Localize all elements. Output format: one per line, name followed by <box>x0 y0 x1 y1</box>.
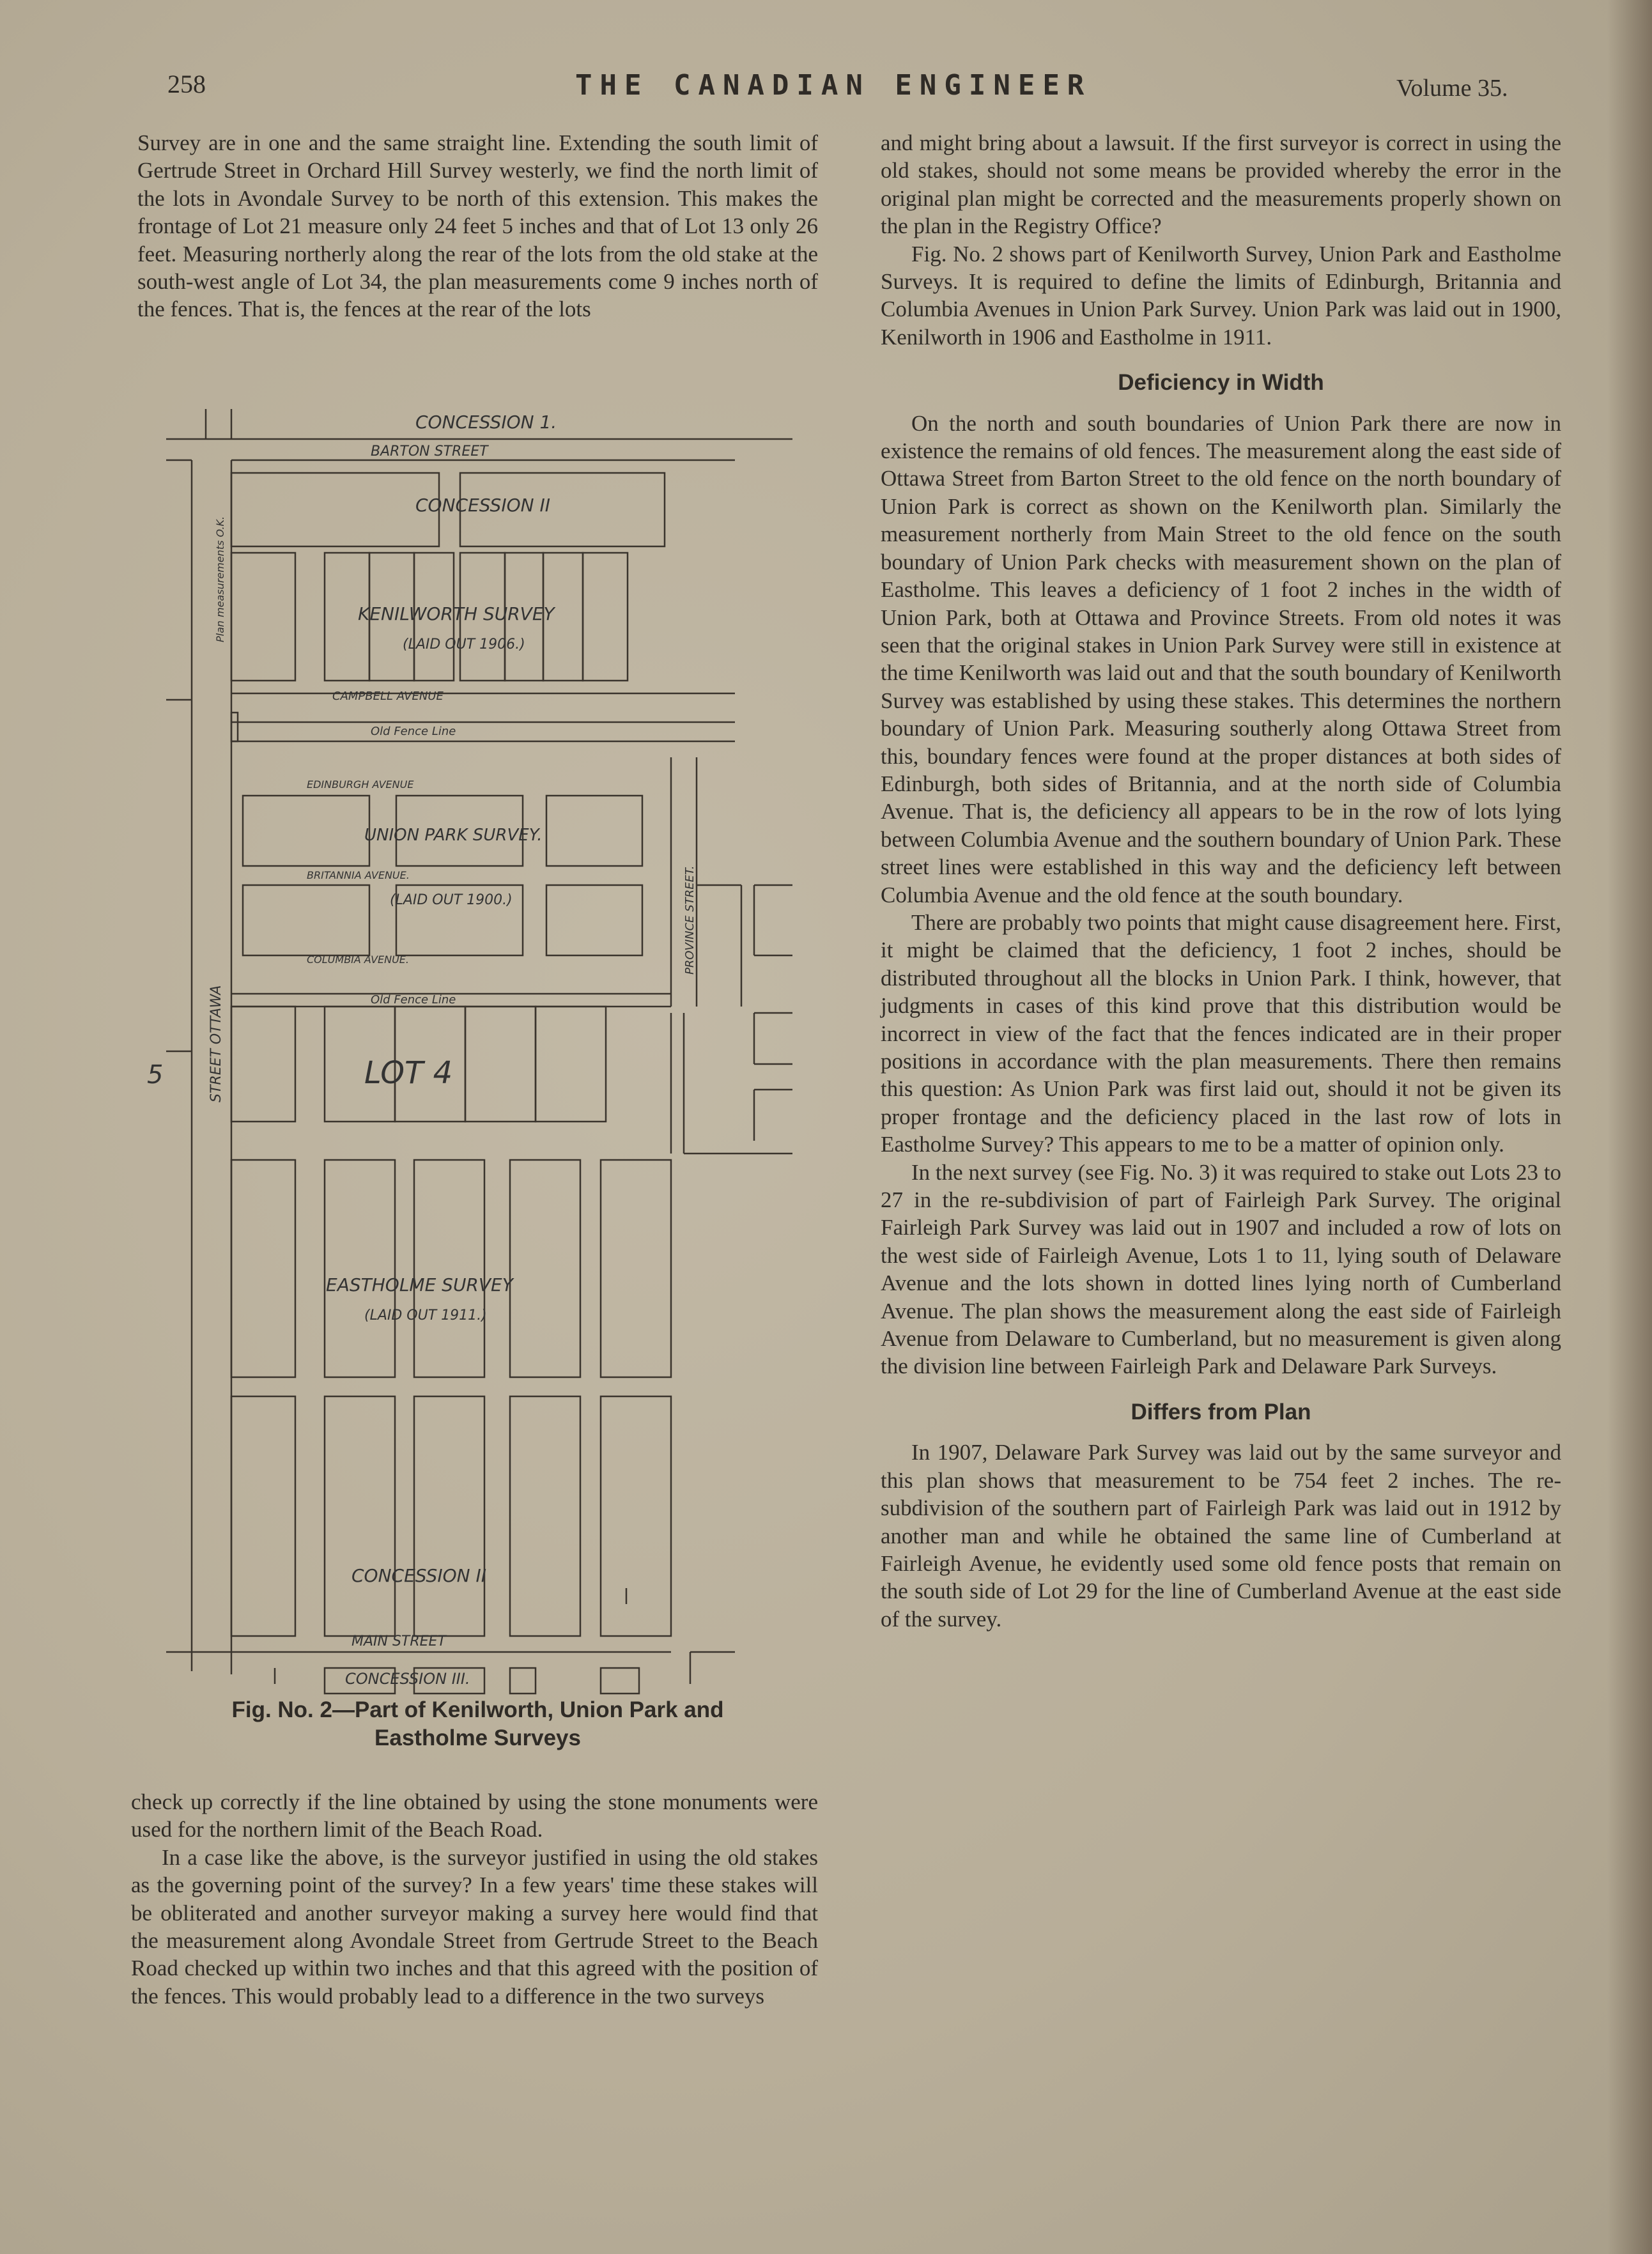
old-fence-line-top-label: Old Fence Line <box>371 725 456 738</box>
columbia-avenue-label: COLUMBIA AVENUE. <box>307 953 409 966</box>
plan-measurements-label: Plan measurements O.K. <box>214 516 226 642</box>
section-heading: Differs from Plan <box>1131 1399 1311 1424</box>
survey-plan-drawing <box>147 399 799 1688</box>
journal-title: THE CANADIAN ENGINEER <box>575 69 1092 102</box>
province-street-label: PROVINCE STREET. <box>683 865 697 975</box>
kenilworth-laid-label: (LAID OUT 1906.) <box>403 637 525 652</box>
paragraph: In the next survey (see Fig. No. 3) it was required to stake out Lots 23 to 27 in the re-subdivision of part of Fairleigh Park Survey. The original Fairleigh Park Survey was laid out in 1907 and included a row of lots on the west side of Fairleigh Avenue, Lots 1 to 11, lying south of Delaware Avenue and the lots shown in dotted lines lying north of Cumberland Avenue. The plan shows the measurement along the east side of Fairleigh Avenue from Delaware to Cumberland, but no measurement is given along the division line between Fairleigh Park and Delaware Park Surveys. <box>881 1159 1561 1379</box>
main-street-label: MAIN STREET <box>351 1633 446 1649</box>
paragraph: Survey are in one and the same straight line. Extending the south limit of Gertrude Street in Orchard Hill Survey westerly, we find the north limit of the lots in Avondale Survey to be north of this extension. This makes the frontage of Lot 21 measure only 24 feet 5 inches and that of Lot 13 only 26 feet. Measuring northerly along the rear of the lots from the old stake at the south-west angle of Lot 34, the plan measurements come 9 inches north of the fences. That is, the fences at the rear of the lots <box>137 130 818 322</box>
right-column <box>881 129 1561 1633</box>
paragraph: and might bring about a lawsuit. If the first surveyor is correct in using the old stakes, should not some means be provided whereby the error in the original plan might be corrected and the measurements properly shown on the plan in the Registry Office? <box>881 130 1561 239</box>
barton-street-label: BARTON STREET <box>371 444 488 459</box>
paragraph: In a case like the above, is the surveyor justified in using the old stakes as the governing point of the survey? In a few years' time these stakes will be obliterated and another surveyor making a survey here would find that the measurement along Avondale Street from Gertrude Street to the Beach Road checked up within two inches and that this agreed with the position of the fences. This would probably lead to a difference in the two surveys <box>131 1844 818 2009</box>
paragraph: Fig. No. 2 shows part of Kenilworth Survey, Union Park and Eastholme Surveys. It is required to define the limits of Edinburgh, Britannia and Columbia Avenues in Union Park Survey. Union Park was laid out in 1900, Kenilworth in 1906 and Eastholme in 1911. <box>881 241 1561 350</box>
union-laid-label: (LAID OUT 1900.) <box>390 892 513 908</box>
survey-plan-figure <box>147 399 799 1688</box>
concession-2-top-label: CONCESSION II <box>415 495 550 516</box>
eastholme-survey-label: EASTHOLME SURVEY <box>326 1274 513 1295</box>
concession-1-label: CONCESSION 1. <box>415 412 557 433</box>
left-column-top <box>137 129 818 323</box>
paragraph: On the north and south boundaries of Union Park there are now in existence the remains of old fences. The measurement along the east side of Ottawa Street from Barton Street to the old fence on the north boundary of Union Park is correct as shown on the Kenilworth plan. Similarly the measurement northerly from Main Street to the old fence on the south boundary of Union Park checks with measurement shown on the plan of Eastholme. This leaves a deficiency of 1 foot 2 inches in the width of Union Park, both at Ottawa and Province Streets. From old notes it was seen that the original stakes in Union Park Survey were still in existence at the time Kenilworth was laid out and that the south boundary of Kenilworth Survey was established by using these stakes. This determines the northern boundary of Union Park. Measuring southerly along Ottawa Street from this, boundary fences were found at the proper distances at both sides of Edinburgh, both sides of Britannia, and at the north side of Columbia Avenue. That is, the deficiency all appears to be in the row of lots lying between Columbia Avenue and the southern boundary of Union Park. These street lines were established in this way and the deficiency left between Columbia Avenue and the old fence at the south boundary. <box>881 410 1561 907</box>
lot-5-label: 5 <box>147 1060 164 1090</box>
page-header <box>0 69 1652 107</box>
caption-line-1: Fig. No. 2—Part of Kenilworth, Union Park and <box>231 1697 724 1722</box>
concession-2-bottom-label: CONCESSION II <box>351 1565 486 1586</box>
page-edge-shadow <box>1607 0 1652 2254</box>
britannia-avenue-label: BRITANNIA AVENUE. <box>307 869 410 881</box>
lot-4-label: LOT 4 <box>364 1055 453 1091</box>
figure-caption <box>137 1696 818 1752</box>
ottawa-street-label: STREET OTTAWA <box>208 985 224 1102</box>
edinburgh-avenue-label: EDINBURGH AVENUE <box>307 778 414 791</box>
caption-line-2: Eastholme Surveys <box>374 1725 581 1750</box>
concession-3-label: CONCESSION III. <box>345 1670 470 1688</box>
paragraph: In 1907, Delaware Park Survey was laid out by the same surveyor and this plan shows that measurement to be 754 feet 2 inches. The re-subdivision of the southern part of Fairleigh Park was laid out in 1912 by another man and while he obtained the same line of Cumberland at Fairleigh Avenue, he evidently used some old fence posts that remain on the south side of Lot 29 for the line of Cumberland Avenue at the east side of the survey. <box>881 1440 1561 1632</box>
union-park-survey-label: UNION PARK SURVEY. <box>364 826 543 845</box>
eastholme-laid-label: (LAID OUT 1911.) <box>364 1308 487 1324</box>
kenilworth-survey-label: KENILWORTH SURVEY <box>358 603 555 624</box>
section-heading: Deficiency in Width <box>1118 370 1324 396</box>
left-column-bottom <box>131 1788 818 2010</box>
old-fence-line-bottom-label: Old Fence Line <box>371 993 456 1007</box>
paragraph: There are probably two points that might cause disagreement here. First, it might be claimed that the deficiency, 1 foot 2 inches, should be distributed throughout all the blocks in Union Park. I think, however, that judgments in cases of this kind prove that this distribution would be incorrect in view of the fact that the fences indicated are in their proper positions in accordance with the plan measurements. There then remains this question: As Union Park was first laid out, should it not be given its proper frontage and the deficiency placed in the last row of lots in Eastholme Survey? This appears to me to be a matter of opinion only. <box>881 909 1561 1157</box>
paragraph: check up correctly if the line obtained by using the stone monuments were used for the northern limit of the Beach Road. <box>131 1789 818 1842</box>
page-number: 258 <box>167 70 206 98</box>
volume-label: Volume 35. <box>1396 75 1508 102</box>
campbell-avenue-label: CAMPBELL AVENUE <box>332 690 444 703</box>
